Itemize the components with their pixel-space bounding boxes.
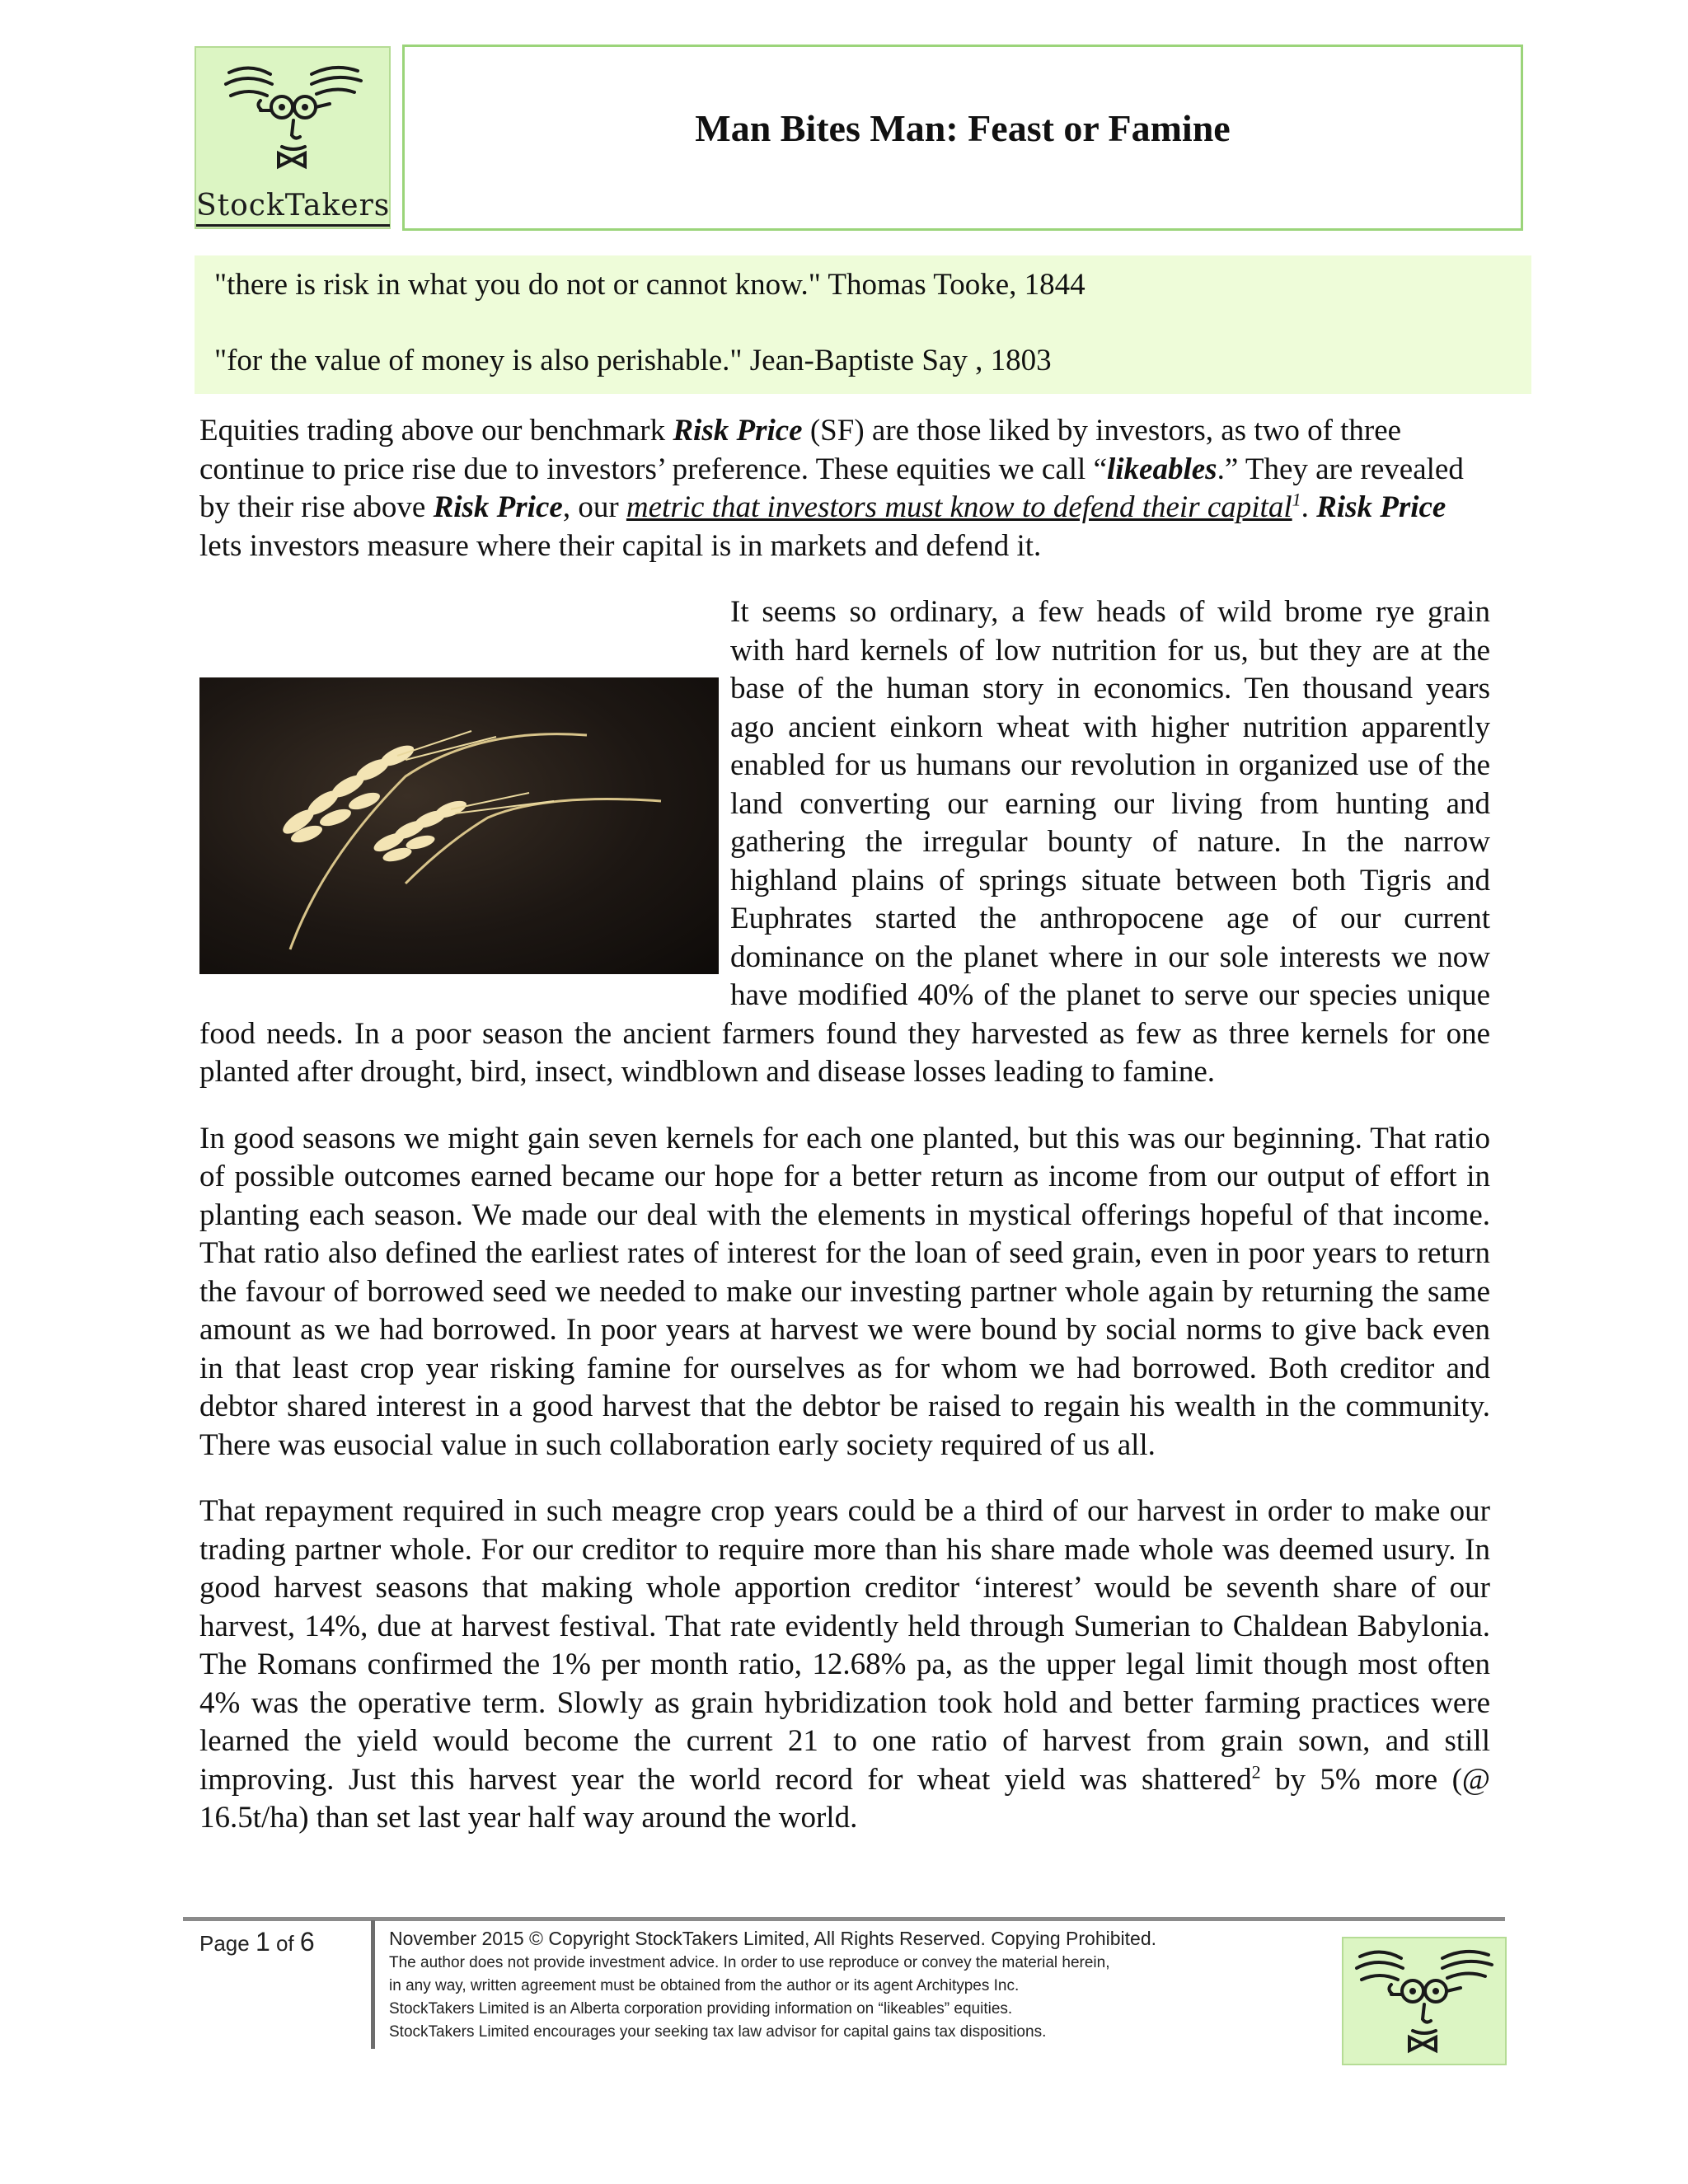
footnote-ref-1: 1 (1292, 489, 1301, 510)
disclaimer-line: The author does not provide investment advice. In order to use reproduce or convey the material herein, (389, 1954, 1110, 1971)
wheat-photo (199, 677, 719, 974)
footer-divider (371, 1920, 375, 2049)
disclaimer-line: StockTakers Limited encourages your seeking tax law advisor for capital gains tax dispositions. (389, 2023, 1047, 2041)
risk-price-link[interactable]: metric that investors must know to defend their capital (626, 490, 1292, 524)
stocktakers-logo (195, 46, 391, 229)
quote-tooke: "there is risk in what you do not or cannot know." Thomas Tooke, 1844 (214, 268, 1085, 302)
page-number: Page 1 of 6 (199, 1927, 315, 1957)
likeables-term: likeables (1107, 452, 1217, 486)
paragraph-3: In good seasons we might gain seven kernels for each one planted, but this was our beginning. That ratio of possible outcomes earned became our hope for a better return as income from our output of effort in planting each season. We made our deal with the elements in mystical offerings hopeful of that income. That ratio also defined the earliest rates of interest for the loan of seed grain, even in poor years to return the favour of borrowed seed we needed to make our investing partner whole again by returning the same amount as we had borrowed. In poor years at harvest we were bound by social norms to give back even in that least crop year risking famine for ourselves as for whom we had borrowed. Both creditor and debtor shared interest in a good harvest that the debtor be raised to regain his wealth in the community. There was eusocial value in such collaboration early society required of us all. (199, 1121, 1490, 1462)
wheat-ears-icon (199, 677, 719, 974)
footer-notice (389, 1925, 1156, 2044)
quote-say: "for the value of money is also perishable." Jean-Baptiste Say , 1803 (214, 344, 1052, 377)
article-body (199, 412, 1490, 1866)
footnote-ref-2: 2 (1251, 1761, 1261, 1783)
paragraph-1: Equities trading above our benchmark Risk Price (SF) are those liked by investors, as two of three continue to price rise due to investors’ preference. These equities we call “likeables.” They are revealed by their rise above Risk Price, our metric that investors must know to defend their capital$^1$. Risk Price lets investors measure where their capital is in markets and defend it. (199, 414, 1464, 563)
logo-text: StockTakers (196, 189, 390, 227)
paragraph-4: That repayment required in such meagre crop years could be a third of our harvest in order to make our trading partner whole. For our creditor to require more than his share made whole was deemed usury. In good harvest seasons that making whole apportion creditor ‘interest’ would be seventh share of our harvest, 14%, due at harvest festival. That rate evidently held through Sumerian to Chaldean Babylonia. The Romans confirmed the 1% per month ratio, 12.68% pa, as the upper legal limit though most often 4% was the operative term. Slowly as grain hybridization took hold and better farming practices were learned the yield would become the current 21 to one ratio of harvest from grain sown, and still improving. Just this harvest year the world record for wheat yield was shattered$^2$ by 5% more (@ 16.5t/ha) than set last year half way around the world. (199, 1494, 1490, 1835)
risk-price-term: Risk Price (673, 414, 803, 448)
footer-logo (1342, 1937, 1507, 2065)
quote-box (195, 255, 1531, 394)
mascot-face-icon (213, 54, 374, 178)
paragraph-2: It seems so ordinary, a few heads of wild brome rye grain with hard kernels of low nutrition for us, but they are at the base of the human story in economics. Ten thousand years ago ancient einkorn wheat with higher nutrition apparently enabled for us humans our revolution in organized use of the land converting our earning our living from hunting and gathering the irregular bounty of nature. In the narrow highland plains of springs situate between both Tigris and Euphrates started the anthropocene age of our current dominance on the planet where in our sole interests we now have modified 40% of the planet to serve our species unique food needs. In a poor season the ancient farmers found they harvested as few as three kernels for one planted after drought, bird, insect, windblown and disease losses leading to famine. (199, 595, 1490, 1089)
disclaimer-line: StockTakers Limited is an Alberta corporation providing information on “likeables” equities. (389, 2000, 1013, 2018)
copyright-line: November 2015 © Copyright StockTakers Limited, All Rights Reserved. Copying Prohibited. (389, 1928, 1156, 1949)
mascot-face-icon (1343, 1938, 1505, 2062)
title-box (402, 45, 1523, 231)
page-title: Man Bites Man: Feast or Famine (695, 107, 1231, 149)
disclaimer-line: in any way, written agreement must be obtained from the author or its agent Architypes Inc. (389, 1977, 1020, 1994)
footer-rule (183, 1917, 1505, 1921)
